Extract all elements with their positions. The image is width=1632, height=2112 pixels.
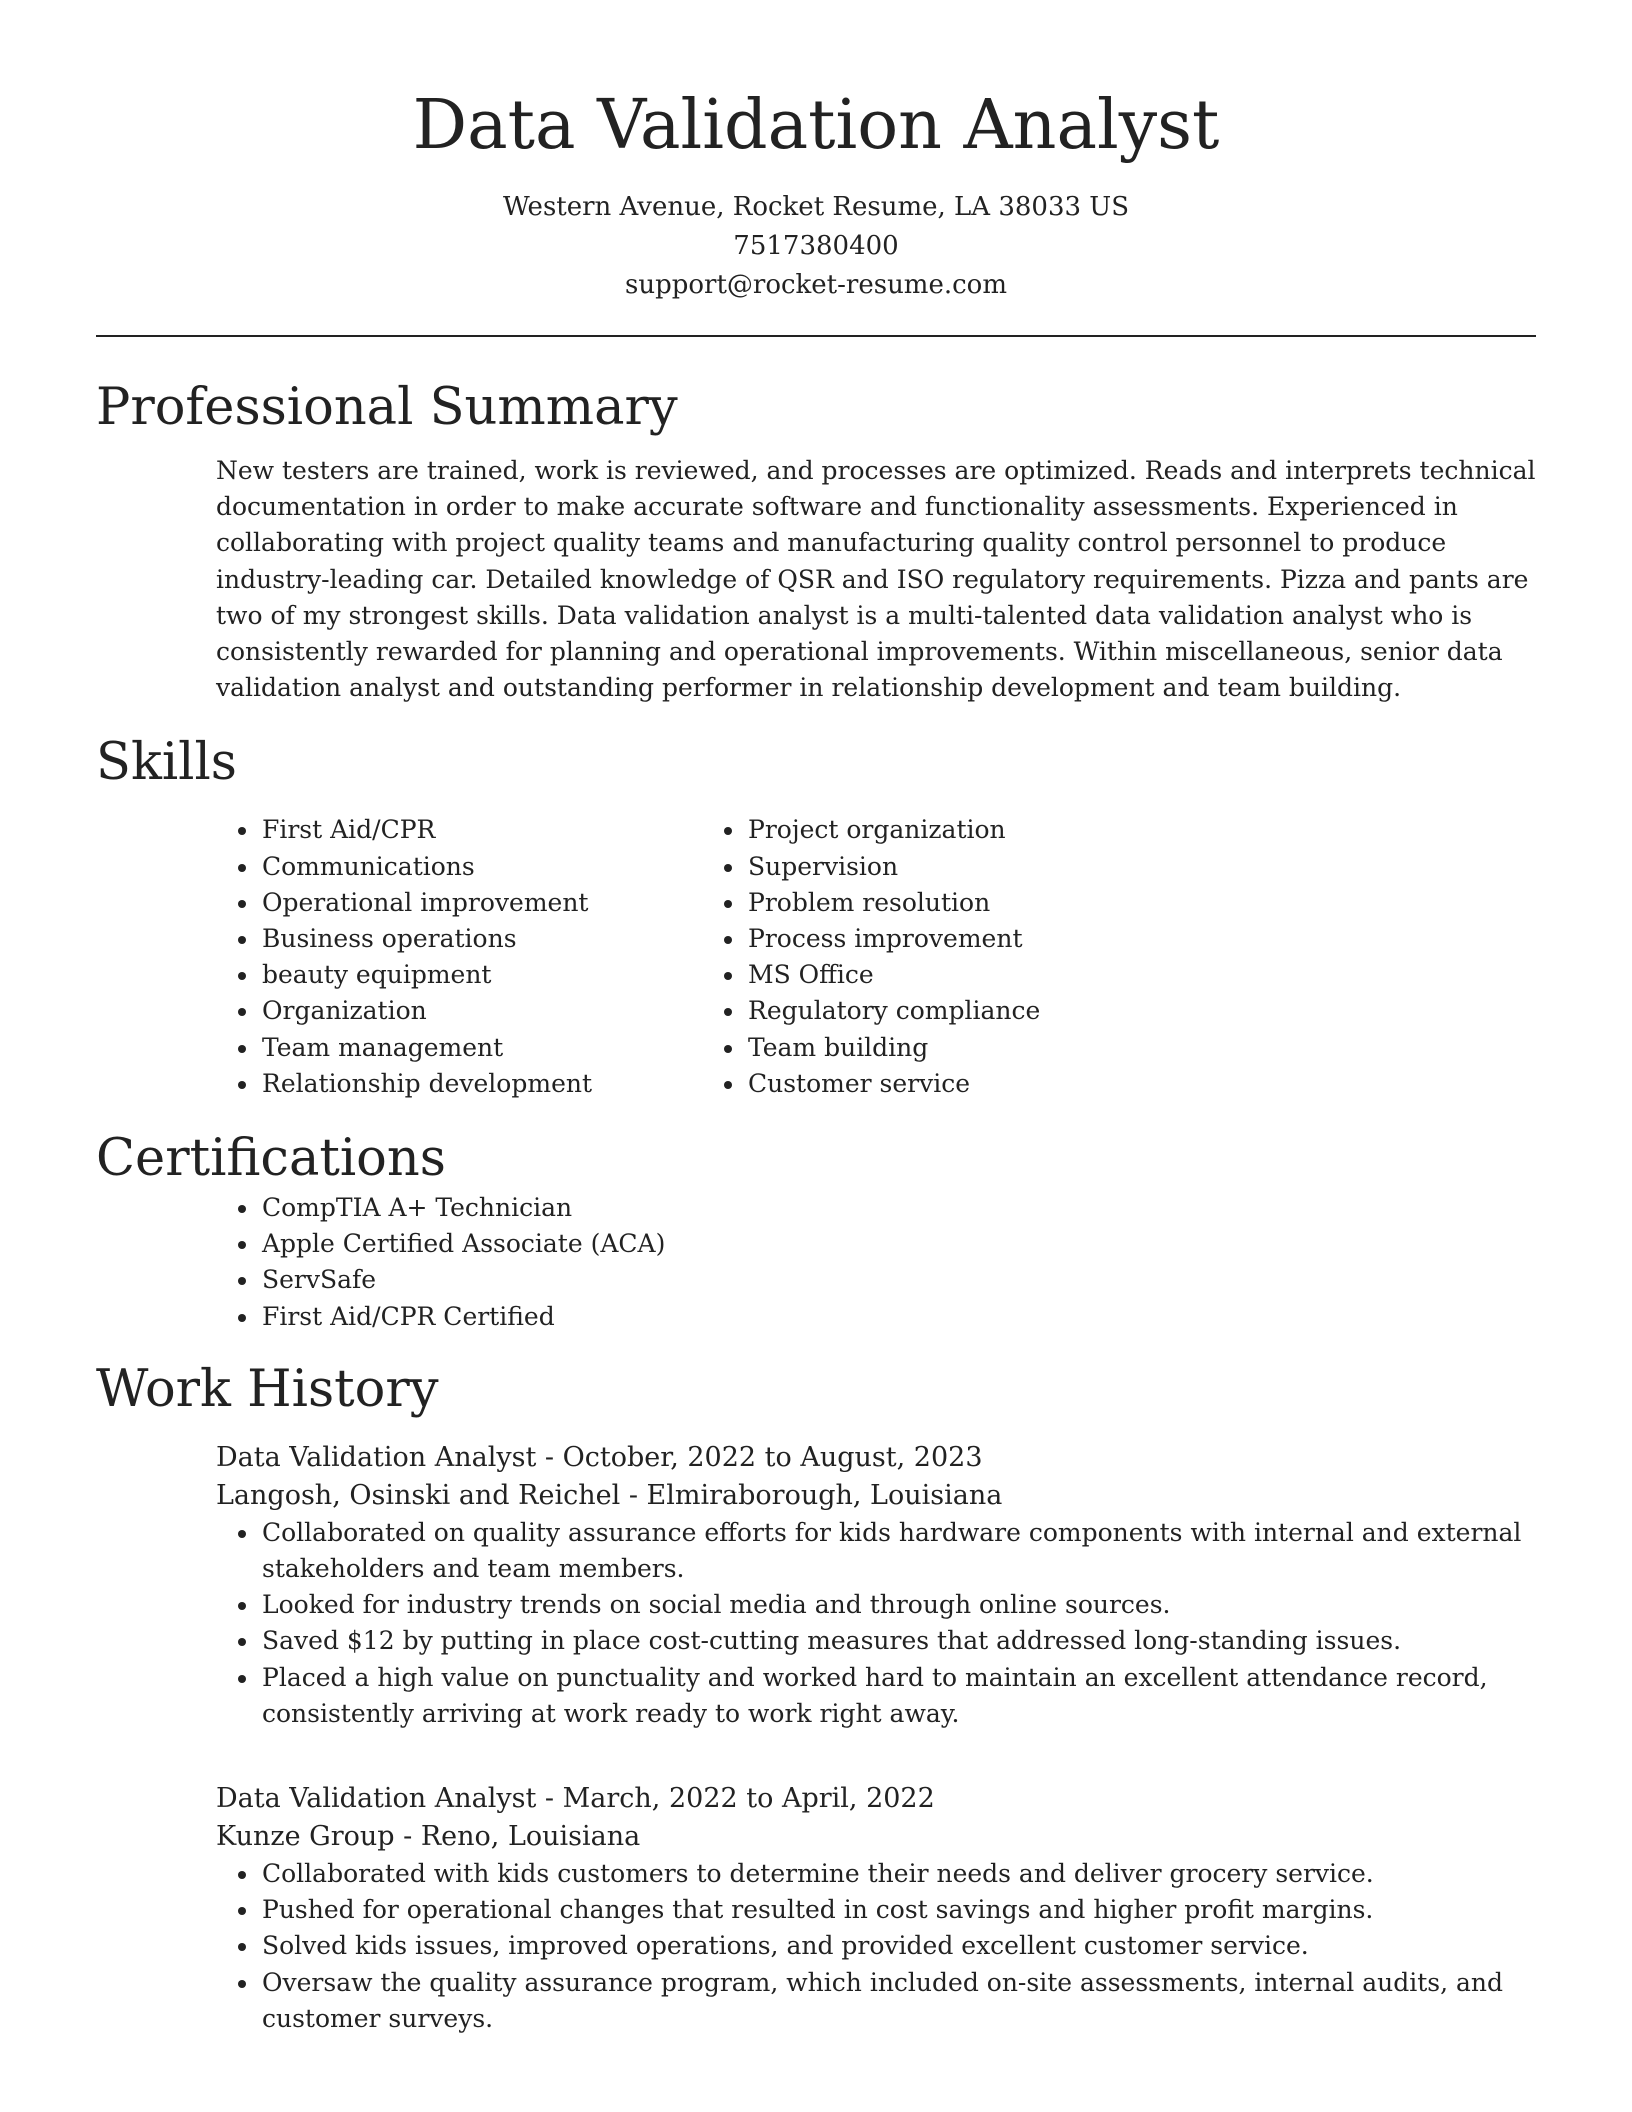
job-bullets	[216, 1515, 1536, 1732]
skills-column-2	[746, 812, 1446, 1102]
job-entry	[216, 1780, 1536, 2037]
job-bullet: • Solved kids issues, improved operations, and provided excellent customer service.	[260, 1928, 1536, 1964]
separator: -	[536, 1441, 563, 1473]
resume-page	[96, 0, 1536, 2037]
skill-item: • Team management	[260, 1030, 746, 1066]
job-location: Reno, Louisiana	[420, 1821, 641, 1853]
skills-column-1	[96, 812, 746, 1102]
job-dates: March, 2022 to April, 2022	[562, 1783, 935, 1815]
skill-item: • Communications	[260, 849, 746, 885]
job-company: Kunze Group	[216, 1821, 395, 1853]
certifications-list	[96, 1190, 1536, 1335]
skill-item: • Operational improvement	[260, 885, 746, 921]
skills-heading: Skills	[96, 733, 237, 793]
resume-header	[96, 0, 1536, 305]
certifications-heading: Certifications	[96, 1129, 446, 1189]
job-title-line	[216, 1439, 1536, 1477]
job-company-line	[216, 1818, 1536, 1856]
candidate-name: Data Validation Analyst	[412, 86, 1220, 165]
job-bullet: • Pushed for operational changes that resulted in cost savings and higher profit margins.	[260, 1892, 1536, 1928]
certification-item: • First Aid/CPR Certified	[260, 1299, 1536, 1335]
job-bullets	[216, 1856, 1536, 2037]
separator: -	[620, 1479, 647, 1511]
job-role: Data Validation Analyst	[216, 1783, 537, 1815]
skill-item: • Problem resolution	[746, 885, 1446, 921]
job-role: Data Validation Analyst	[216, 1441, 537, 1473]
job-entry	[216, 1439, 1536, 1732]
job-bullet: • Collaborated on quality assurance efforts for kids hardware components with internal and external stakeholders and team members.	[260, 1515, 1536, 1587]
skill-item: • Relationship development	[260, 1066, 746, 1102]
certification-item: • ServSafe	[260, 1262, 1536, 1298]
header-divider	[96, 335, 1536, 337]
skills-list	[96, 812, 1536, 1102]
skill-item: • Team building	[746, 1030, 1446, 1066]
certification-item: • CompTIA A+ Technician	[260, 1190, 1536, 1226]
job-title-line	[216, 1780, 1536, 1818]
summary-text: New testers are trained, work is reviewed, and processes are optimized. Reads and interprets technical documentation in order to make accurate software and functionality assessments. Experienced in collaborating with project quality teams and manufacturing quality control personnel to produce industry-leading car. Detailed knowledge of QSR and ISO regulatory requirements. Pizza and pants are two of my strongest skills. Data validation analyst is a multi-talented data validation analyst who is consistently rewarded for planning and operational improvements. Within miscellaneous, senior data validation analyst and outstanding performer in relationship development and team building.	[216, 456, 1536, 703]
email: support@rocket-resume.com	[624, 270, 1007, 300]
contact-info	[96, 188, 1536, 305]
address: Western Avenue, Rocket Resume, LA 38033 US	[502, 192, 1130, 222]
work-history-heading: Work History	[96, 1359, 439, 1419]
skill-item: • First Aid/CPR	[260, 812, 746, 848]
certification-item: • Apple Certified Associate (ACA)	[260, 1226, 1536, 1262]
job-dates: October, 2022 to August, 2023	[562, 1441, 983, 1473]
skill-item: • Regulatory compliance	[746, 993, 1446, 1029]
job-bullet: • Looked for industry trends on social media and through online sources.	[260, 1587, 1536, 1623]
skill-item: • Customer service	[746, 1066, 1446, 1102]
skill-item: • Process improvement	[746, 921, 1446, 957]
skill-item: • Supervision	[746, 849, 1446, 885]
job-company: Langosh, Osinski and Reichel	[216, 1479, 621, 1511]
skill-item: • beauty equipment	[260, 957, 746, 993]
job-location: Elmiraborough, Louisiana	[646, 1479, 1003, 1511]
job-bullet: • Collaborated with kids customers to determine their needs and deliver grocery service.	[260, 1856, 1536, 1892]
job-bullet: • Placed a high value on punctuality and worked hard to maintain an excellent attendance record, consistently arriving at work ready to work right away.	[260, 1660, 1536, 1732]
skill-item: • MS Office	[746, 957, 1446, 993]
skill-item: • Organization	[260, 993, 746, 1029]
skill-item: • Project organization	[746, 812, 1446, 848]
job-bullet: • Oversaw the quality assurance program, which included on-site assessments, internal audits, and customer surveys.	[260, 1965, 1536, 2037]
summary-heading: Professional Summary	[96, 378, 678, 437]
separator: -	[536, 1783, 563, 1815]
job-company-line	[216, 1477, 1536, 1515]
job-bullet: • Saved $12 by putting in place cost-cutting measures that addressed long-standing issues.	[260, 1623, 1536, 1659]
separator: -	[394, 1821, 421, 1853]
phone: 7517380400	[733, 231, 899, 261]
skill-item: • Business operations	[260, 921, 746, 957]
